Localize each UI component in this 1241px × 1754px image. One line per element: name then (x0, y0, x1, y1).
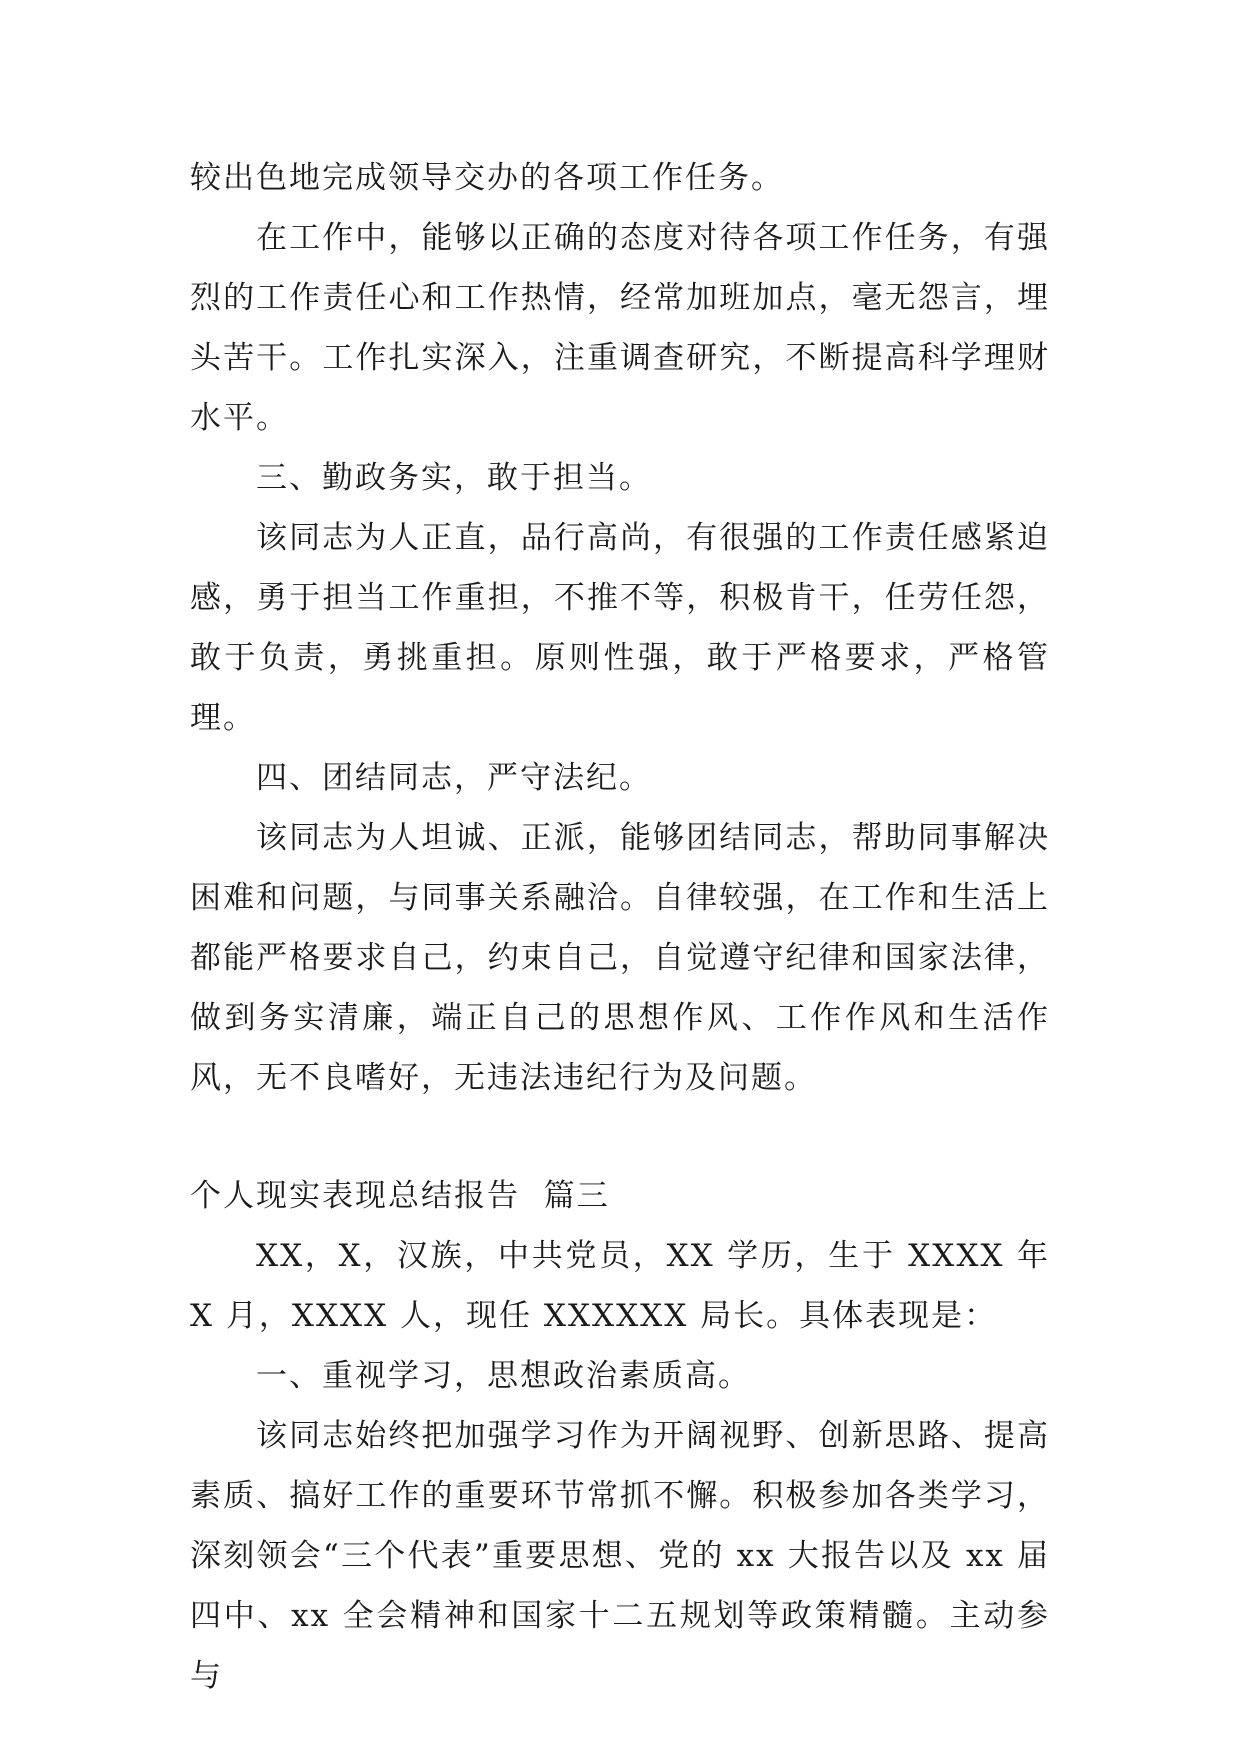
subheading: 三、勤政务实，敢于担当。 (256, 460, 652, 496)
subheading: 一、重视学习，思想政治素质高。 (256, 1358, 751, 1394)
paragraph: 在工作中，能够以正确的态度对待各项工作任务，有强烈的工作责任心和工作热情，经常加班加点，毫无怨言，埋头苦干。工作扎实深入，注重调查研究，不断提高科学理财水平。 (190, 220, 1050, 436)
paragraph: 该同志始终把加强学习作为开阔视野、创新思路、提高素质、搞好工作的重要环节常抓不懈。积极参加各类学习，深刻领会“三个代表”重要思想、党的 xx 大报告以及 xx 届四中、xx 全会精神和国家十二五规划等政策精髓。主动参与 (190, 1418, 1050, 1694)
section-title: 个人现实表现总结报告 篇三 (190, 1178, 610, 1214)
paragraph: 该同志为人正直，品行高尚，有很强的工作责任感紧迫感，勇于担当工作重担，不推不等，积极肯干，任劳任怨，敢于负责，勇挑重担。原则性强，敢于严格要求，严格管理。 (190, 520, 1050, 736)
subheading: 四、团结同志，严守法纪。 (256, 760, 652, 796)
paragraph: 较出色地完成领导交办的各项工作任务。 (190, 160, 784, 196)
document-body (190, 148, 1050, 1706)
paragraph: 该同志为人坦诚、正派，能够团结同志，帮助同事解决困难和问题，与同事关系融洽。自律较强，在工作和生活上都能严格要求自己，约束自己，自觉遵守纪律和国家法律，做到务实清廉，端正自己的思想作风、工作作风和生活作风，无不良嗜好，无违法违纪行为及问题。 (190, 820, 1050, 1096)
paragraph: XX，X，汉族，中共党员，XX 学历，生于 XXXX 年 X 月，XXXX 人，现任 XXXXXX 局长。具体表现是： (190, 1238, 1050, 1334)
